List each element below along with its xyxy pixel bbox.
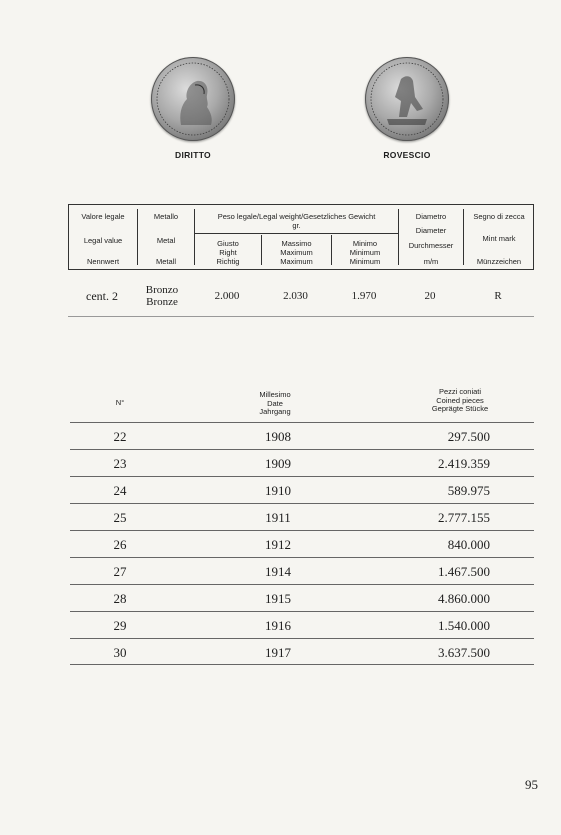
- row-divider: [70, 422, 534, 423]
- row-divider: [70, 449, 534, 450]
- header-value-en: Legal value: [83, 236, 123, 245]
- number-cell: 23: [113, 456, 127, 471]
- table-row: [70, 613, 534, 639]
- header-number: N°: [115, 398, 125, 407]
- minimum-weight-cell: 1.970: [351, 290, 377, 302]
- header-value-it: Valore legale: [81, 212, 125, 221]
- pieces-cell: 840.000: [447, 537, 490, 552]
- year-cell: 1915: [265, 591, 291, 606]
- header-weight-title: Peso legale/Legal weight/Gesetzliches Gewicht: [217, 212, 376, 221]
- header-maximum-it: Massimo: [281, 239, 312, 248]
- header-value-de: Nennwert: [86, 257, 120, 266]
- header-mint-mark-de: Münzzeichen: [476, 257, 522, 266]
- standard-weight-cell: 2.000: [214, 290, 240, 302]
- header-maximum-de: Maximum: [280, 257, 313, 266]
- specification-table: [68, 204, 534, 270]
- value-cell: cent. 2: [86, 289, 118, 303]
- header-pieces-en: Coined pieces: [436, 395, 484, 405]
- number-cell: 26: [113, 537, 127, 552]
- year-cell: 1909: [265, 456, 291, 471]
- table-row: [70, 478, 534, 504]
- number-cell: 24: [113, 483, 127, 498]
- header-metal-en: Metal: [156, 236, 176, 245]
- table-row: [70, 640, 534, 666]
- year-cell: 1910: [265, 483, 291, 498]
- row-divider: [70, 584, 534, 585]
- maximum-weight-cell: 2.030: [283, 290, 308, 302]
- pieces-cell: 3.637.500: [438, 645, 490, 660]
- row-divider: [70, 503, 534, 504]
- header-year-en: Date: [267, 398, 283, 408]
- header-diameter-en: Diameter: [415, 226, 447, 235]
- header-pieces-it: Pezzi coniati: [438, 387, 482, 396]
- header-standard-it: Giusto: [217, 239, 239, 248]
- number-cell: 28: [113, 591, 127, 606]
- pieces-cell: 4.860.000: [438, 591, 490, 606]
- table-row: [70, 586, 534, 612]
- reverse-label: ROVESCIO: [383, 150, 431, 160]
- header-diameter-it: Diametro: [415, 212, 447, 221]
- row-divider: [70, 476, 534, 477]
- row-divider: [70, 611, 534, 612]
- specification-values-row: [68, 280, 534, 316]
- table-row: [70, 532, 534, 558]
- header-diameter-de: Durchmesser: [408, 241, 454, 250]
- pieces-cell: 1.467.500: [438, 564, 490, 579]
- header-year-it: Millesimo: [259, 390, 291, 399]
- number-cell: 30: [113, 645, 127, 660]
- year-cell: 1911: [265, 510, 291, 525]
- row-divider: [68, 316, 534, 317]
- year-cell: 1914: [265, 564, 291, 579]
- header-mint-mark-en: Mint mark: [482, 234, 516, 243]
- table-row: [70, 505, 534, 531]
- obverse-label: DIRITTO: [175, 150, 211, 160]
- number-cell: 25: [113, 510, 127, 525]
- pieces-cell: 1.540.000: [438, 618, 490, 633]
- row-divider: [70, 638, 534, 639]
- header-maximum-en: Maximum: [280, 248, 313, 257]
- header-weight-unit: gr.: [292, 221, 301, 230]
- header-metal-it: Metallo: [153, 212, 179, 221]
- table-row: [70, 559, 534, 585]
- header-diameter-unit: m/m: [423, 257, 439, 266]
- row-divider: [70, 530, 534, 531]
- metal-cell-en: Bronze: [146, 296, 178, 308]
- header-year-de: Jahrgang: [259, 407, 291, 416]
- row-divider: [70, 557, 534, 558]
- mint-mark-cell: R: [494, 290, 502, 302]
- header-minimum-it: Minimo: [352, 239, 378, 248]
- table-row: [70, 424, 534, 450]
- year-cell: 1917: [265, 645, 291, 660]
- row-divider: [195, 233, 398, 234]
- reverse-coin-image: [365, 57, 449, 141]
- header-pieces-de: Geprägte Stücke: [431, 404, 489, 413]
- year-cell: 1916: [265, 618, 291, 633]
- pieces-cell: 297.500: [447, 429, 490, 444]
- number-cell: 27: [113, 564, 127, 579]
- year-cell: 1908: [265, 429, 291, 444]
- pieces-cell: 2.419.359: [438, 456, 490, 471]
- number-cell: 29: [113, 618, 127, 633]
- row-divider: [70, 664, 534, 665]
- metal-cell-it: Bronzo: [145, 284, 179, 296]
- pieces-cell: 589.975: [447, 483, 490, 498]
- number-cell: 22: [113, 429, 127, 444]
- header-mint-mark-it: Segno di zecca: [473, 212, 525, 221]
- header-standard-de: Richtig: [216, 257, 240, 266]
- page-number: 95: [525, 777, 538, 792]
- year-cell: 1912: [265, 537, 291, 552]
- header-standard-en: Right: [219, 248, 237, 257]
- diameter-cell: 20: [424, 290, 436, 302]
- obverse-coin-image: [151, 57, 235, 141]
- table-row: [70, 451, 534, 477]
- pieces-cell: 2.777.155: [438, 510, 490, 525]
- header-minimum-en: Minimum: [349, 248, 381, 257]
- header-minimum-de: Minimum: [349, 257, 381, 266]
- header-metal-de: Metall: [155, 257, 176, 266]
